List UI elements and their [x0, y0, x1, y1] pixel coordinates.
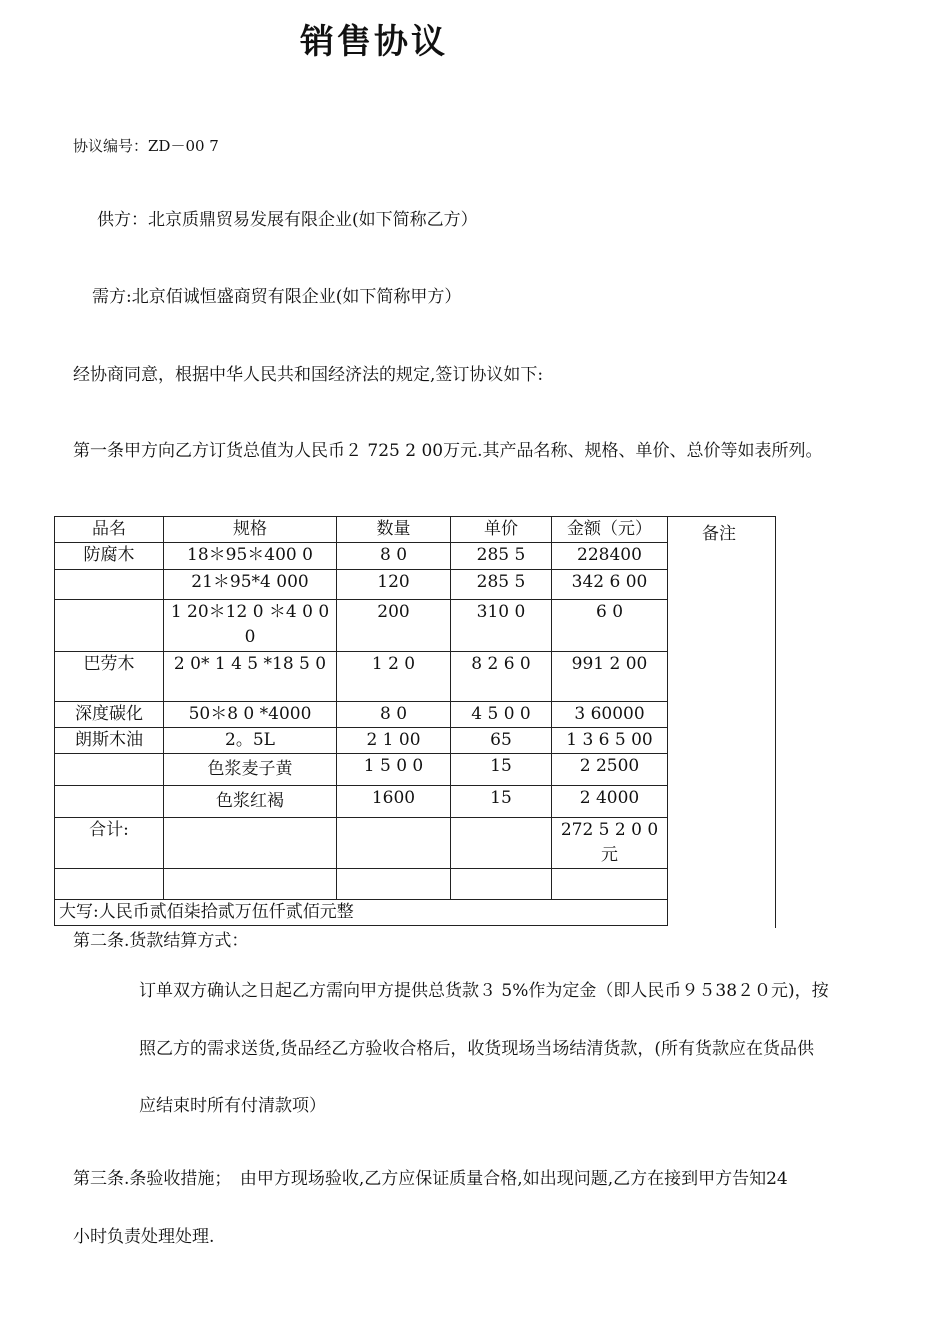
cell-empty	[55, 869, 164, 900]
cell-price: 15	[451, 786, 552, 818]
table-total-row	[55, 818, 668, 869]
remarks-header: 备注	[702, 524, 736, 544]
cell-empty	[451, 818, 552, 869]
cell-name: 巴劳木	[55, 652, 164, 702]
cell-name	[55, 600, 164, 652]
cell-empty	[164, 869, 337, 900]
cell-spec: 2。5L	[164, 728, 337, 754]
cell-name	[55, 754, 164, 786]
cell-amount: 228400	[552, 543, 668, 570]
cell-spec: 18＊95＊400 0	[164, 543, 337, 570]
cell-qty: 2 1 00	[337, 728, 451, 754]
cell-qty: 8 0	[337, 543, 451, 570]
cell-name: 朗斯木油	[55, 728, 164, 754]
cell-price: 4 5 0 0	[451, 702, 552, 728]
cell-name: 深度碳化	[55, 702, 164, 728]
cell-spec: 色浆红褐	[164, 786, 337, 818]
document-title: 销售协议	[300, 22, 448, 62]
agreement-number: 协议编号：ZD－00 7	[73, 137, 219, 155]
cell-qty: 1 5 0 0	[337, 754, 451, 786]
article-3-line-2: 小时负责处理处理.	[73, 1227, 215, 1247]
cell-spec: 2 0* 1 4 5 *18 5 0	[164, 652, 337, 702]
header-cell: 数量	[337, 517, 451, 543]
cell-amount: 991 2 00	[552, 652, 668, 702]
header-cell: 单价	[451, 517, 552, 543]
cell-name: 防腐木	[55, 543, 164, 570]
supplier-line: 供方：北京质鼎贸易发展有限企业(如下简称乙方）	[97, 210, 478, 230]
cell-amount: 2 4000	[552, 786, 668, 818]
cell-spec: 21＊95*4 000	[164, 570, 337, 600]
cell-qty: 1 2 0	[337, 652, 451, 702]
cell-amount: 6 0	[552, 600, 668, 652]
cell-empty	[337, 818, 451, 869]
cell-price: 8 2 6 0	[451, 652, 552, 702]
article-2-line-1: 订单双方确认之日起乙方需向甲方提供总货款３ 5%作为定金（即人民币９５38２０元)，按	[139, 981, 829, 1001]
header-cell: 规格	[164, 517, 337, 543]
table-row	[55, 786, 668, 818]
cell-qty: 200	[337, 600, 451, 652]
capital-amount: 大写:人民币贰佰柒拾贰万伍仟贰佰元整	[55, 900, 668, 926]
cell-qty: 8 0	[337, 702, 451, 728]
cell-amount: 2 2500	[552, 754, 668, 786]
header-cell: 品名	[55, 517, 164, 543]
cell-total-amount: 272 5 2 0 0元	[552, 818, 668, 869]
cell-name	[55, 570, 164, 600]
table-row	[55, 652, 668, 702]
table-row	[55, 869, 668, 900]
cell-price: 65	[451, 728, 552, 754]
cell-qty: 120	[337, 570, 451, 600]
cell-qty: 1600	[337, 786, 451, 818]
article-2-line-2: 照乙方的需求送货,货品经乙方验收合格后，收货现场当场结清货款，(所有货款应在货品供	[139, 1039, 815, 1059]
article-3-line-1: 第三条.条验收措施； 由甲方现场验收,乙方应保证质量合格,如出现问题,乙方在接到甲方告知24	[73, 1169, 788, 1189]
cell-spec: 1 20＊12 0 ＊4 0 0 0	[164, 600, 337, 652]
cell-empty	[451, 869, 552, 900]
cell-amount: 1 3 6 5 00	[552, 728, 668, 754]
remarks-column	[666, 516, 776, 928]
cell-price: 285 5	[451, 543, 552, 570]
table-row	[55, 728, 668, 754]
cell-price: 15	[451, 754, 552, 786]
article-1: 第一条甲方向乙方订货总值为人民币２ 725 2 00万元.其产品名称、规格、单价、总价等如表所列。	[73, 441, 823, 461]
cell-empty	[337, 869, 451, 900]
cell-spec: 色浆麦子黄	[164, 754, 337, 786]
product-table	[54, 516, 776, 928]
table-capital-row	[55, 900, 668, 926]
buyer-line: 需方:北京佰诚恒盛商贸有限企业(如下简称甲方）	[92, 287, 462, 307]
table-row	[55, 570, 668, 600]
table-row	[55, 754, 668, 786]
cell-empty	[164, 818, 337, 869]
table-header-row	[55, 517, 668, 543]
cell-total-label: 合计:	[55, 818, 164, 869]
cell-price: 285 5	[451, 570, 552, 600]
cell-price: 310 0	[451, 600, 552, 652]
article-2-heading: 第二条.货款结算方式：	[73, 931, 249, 951]
table-row	[55, 543, 668, 570]
preamble: 经协商同意，根据中华人民共和国经济法的规定,签订协议如下:	[73, 365, 544, 385]
header-cell: 金额（元）	[552, 517, 668, 543]
cell-empty	[552, 869, 668, 900]
cell-name	[55, 786, 164, 818]
table-row	[55, 600, 668, 652]
cell-amount: 3 60000	[552, 702, 668, 728]
article-2-line-3: 应结束时所有付清款项）	[139, 1096, 326, 1116]
table-row	[55, 702, 668, 728]
cell-amount: 342 6 00	[552, 570, 668, 600]
cell-spec: 50＊8 0 *4000	[164, 702, 337, 728]
